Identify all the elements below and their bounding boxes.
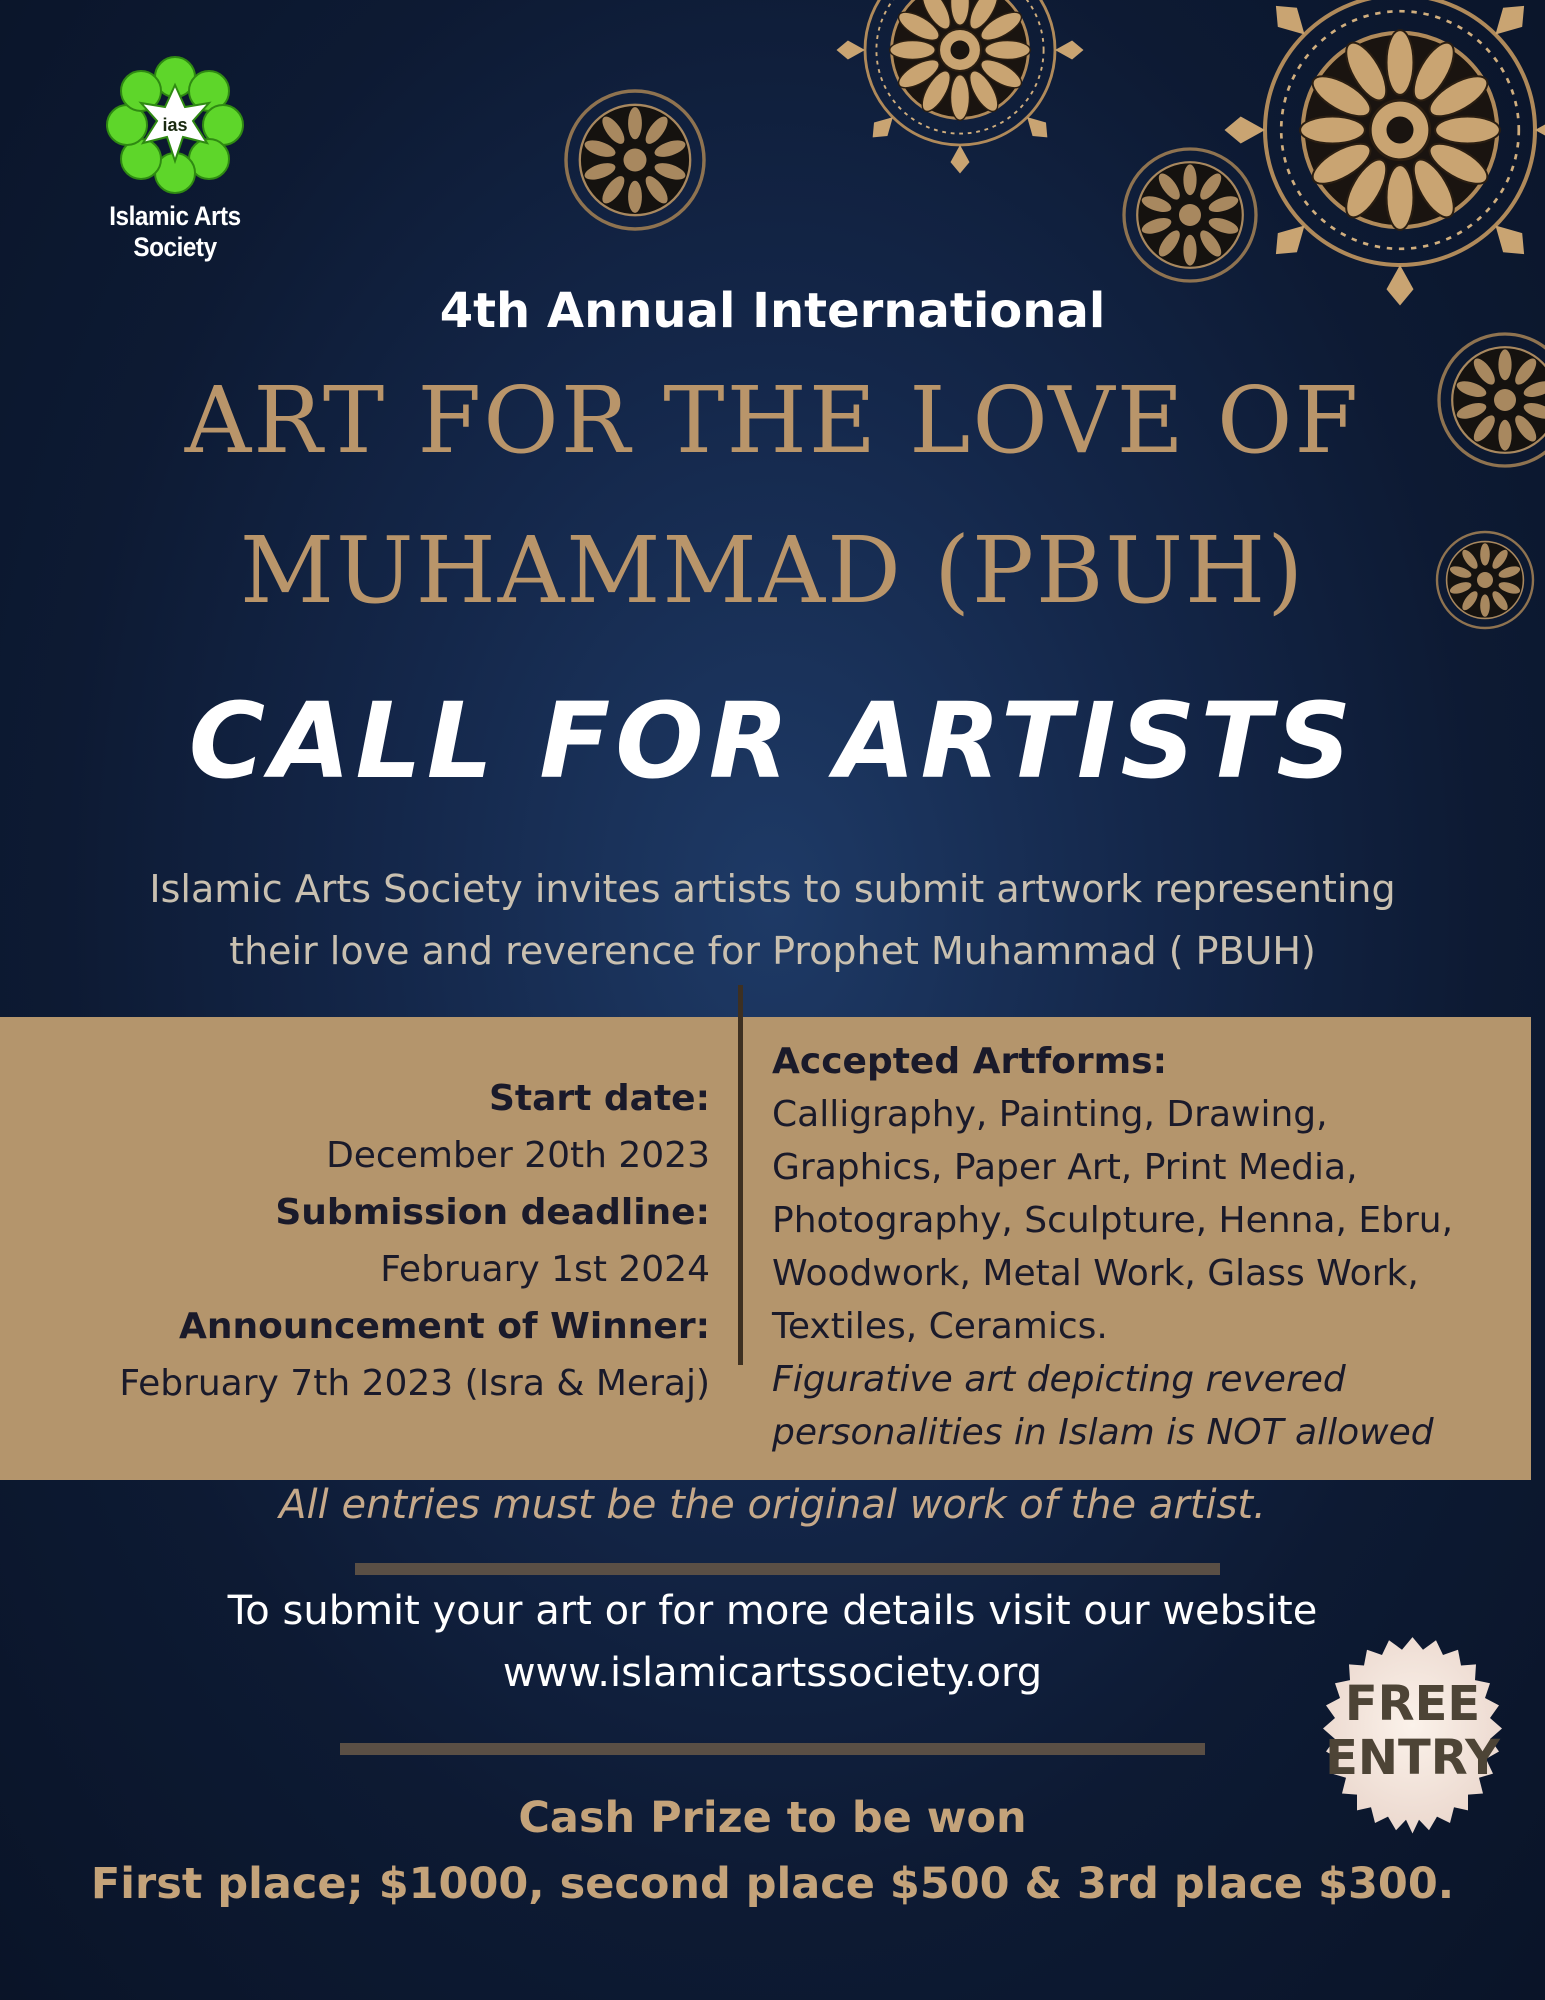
artforms-label: Accepted Artforms: — [772, 1041, 1167, 1082]
badge-line-2: ENTRY — [1325, 1730, 1500, 1786]
originality-note: All entries must be the original work of the artist. — [279, 1482, 1266, 1528]
deadline-value: February 1st 2024 — [380, 1249, 710, 1290]
accepted-artforms — [772, 1035, 1492, 1459]
free-entry-text — [1295, 1677, 1530, 1785]
submission-text: To submit your art or for more details visit our website — [227, 1588, 1318, 1634]
artforms-line: Textiles, Ceramics. — [772, 1306, 1108, 1347]
announcement-value: February 7th 2023 (Isra & Meraj) — [119, 1363, 710, 1404]
figurative-art-note: personalities in Islam is NOT allowed — [772, 1412, 1434, 1453]
key-dates — [60, 1070, 710, 1412]
prize-details: First place; $1000, second place $500 & 3rd place $300. — [90, 1859, 1455, 1909]
logo-mark — [105, 55, 245, 195]
intro-line-1: Islamic Arts Society invites artists to submit artwork representing — [149, 867, 1396, 911]
badge-line-1: FREE — [1344, 1676, 1481, 1732]
logo-letters: ias — [162, 115, 188, 135]
title-line-1: ART FOR THE LOVE OF — [184, 367, 1361, 474]
website-link[interactable]: www.islamicartssociety.org — [502, 1650, 1043, 1696]
figurative-art-note: Figurative art depicting revered — [772, 1359, 1346, 1400]
start-date-label: Start date: — [488, 1078, 710, 1119]
artforms-line: Graphics, Paper Art, Print Media, — [772, 1147, 1358, 1188]
intro-line-2: their love and reverence for Prophet Muhammad ( PBUH) — [229, 929, 1316, 973]
free-entry-badge — [1295, 1615, 1530, 1850]
artforms-line: Photography, Sculpture, Henna, Ebru, — [772, 1200, 1454, 1241]
organization-logo — [60, 55, 290, 262]
announcement-label: Announcement of Winner: — [179, 1306, 710, 1347]
info-divider — [738, 985, 743, 1365]
artforms-line: Calligraphy, Painting, Drawing, — [772, 1094, 1328, 1135]
divider-rule — [355, 1563, 1220, 1575]
title-line-2: MUHAMMAD (PBUH) — [239, 517, 1306, 624]
prize-heading: Cash Prize to be won — [518, 1793, 1027, 1843]
deadline-label: Submission deadline: — [275, 1192, 710, 1233]
divider-rule — [340, 1743, 1205, 1755]
subtitle: 4th Annual International — [439, 283, 1106, 339]
intro-text — [0, 858, 1545, 982]
artforms-line: Woodwork, Metal Work, Glass Work, — [772, 1253, 1419, 1294]
organization-name: Islamic Arts Society — [109, 201, 241, 262]
call-for-artists-heading: CALL FOR ARTISTS — [188, 680, 1357, 802]
start-date-value: December 20th 2023 — [326, 1135, 710, 1176]
